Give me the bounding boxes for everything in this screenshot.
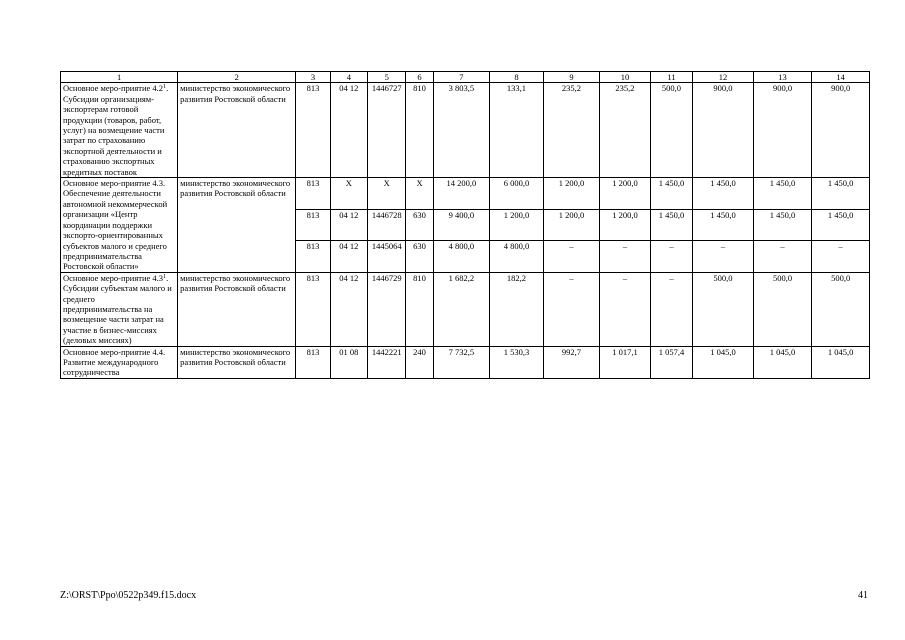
- value-cell: 992,7: [543, 346, 600, 378]
- value-cell: 1442221: [368, 346, 406, 378]
- value-cell: 04 12: [330, 241, 367, 273]
- value-cell: 04 12: [330, 272, 367, 346]
- table-row: [61, 272, 870, 346]
- superscript: 1: [163, 84, 167, 91]
- value-cell: 1 200,0: [600, 209, 650, 241]
- value-cell: 1 682,2: [433, 272, 490, 346]
- value-cell: 235,2: [543, 83, 600, 178]
- value-cell: 133,1: [490, 83, 544, 178]
- activity-name-cell: [61, 272, 178, 346]
- value-cell: 1 057,4: [650, 346, 692, 378]
- page-number: 41: [858, 590, 868, 601]
- column-header: 4: [330, 72, 367, 83]
- column-header: 10: [600, 72, 650, 83]
- value-cell: 1 045,0: [693, 346, 754, 378]
- table-row: [61, 83, 870, 178]
- value-cell: 1445064: [368, 241, 406, 273]
- activity-name-text: . Субсидии субъектам малого и среднего предпринимательства на возмещение части затрат на участие в бизнес-миссиях (деловых миссиях): [63, 272, 172, 346]
- value-cell: 813: [296, 83, 330, 178]
- value-cell: 1 450,0: [650, 209, 692, 241]
- value-cell: 1 450,0: [812, 178, 870, 210]
- table-row: [61, 178, 870, 210]
- value-cell: 240: [406, 346, 433, 378]
- value-cell: 1 450,0: [812, 209, 870, 241]
- column-header-row: [61, 72, 870, 83]
- budget-table: [60, 71, 870, 379]
- value-cell: 1 450,0: [753, 209, 812, 241]
- value-cell: 4 800,0: [433, 241, 490, 273]
- column-header: 12: [693, 72, 754, 83]
- value-cell: –: [543, 272, 600, 346]
- value-cell: 1446729: [368, 272, 406, 346]
- activity-name-cell: [61, 83, 178, 178]
- value-cell: –: [650, 241, 692, 273]
- value-cell: 235,2: [600, 83, 650, 178]
- value-cell: 9 400,0: [433, 209, 490, 241]
- column-header: 2: [178, 72, 296, 83]
- value-cell: 7 732,5: [433, 346, 490, 378]
- value-cell: 1 450,0: [693, 209, 754, 241]
- value-cell: 813: [296, 178, 330, 210]
- value-cell: 04 12: [330, 83, 367, 178]
- column-header: 5: [368, 72, 406, 83]
- column-header: 14: [812, 72, 870, 83]
- value-cell: 1446728: [368, 209, 406, 241]
- value-cell: 813: [296, 346, 330, 378]
- value-cell: 810: [406, 83, 433, 178]
- value-cell: 01 08: [330, 346, 367, 378]
- value-cell: Х: [330, 178, 367, 210]
- value-cell: 1446727: [368, 83, 406, 178]
- executor-cell: министерство экономического развития Ростовской области: [178, 83, 296, 178]
- value-cell: 1 450,0: [693, 178, 754, 210]
- value-cell: 6 000,0: [490, 178, 544, 210]
- value-cell: –: [543, 241, 600, 273]
- activity-name-text: . Субсидии организациям-экспортерам готовой продукции (товаров, работ, услуг) на возмещение части затрат по страхованию экспортной деятельности и страхованию экспортных кредитных поставок: [63, 83, 169, 177]
- table-row: [61, 346, 870, 378]
- value-cell: 500,0: [650, 83, 692, 178]
- value-cell: 900,0: [812, 83, 870, 178]
- activity-name-cell: Основное меро-приятие 4.4. Развитие международного сотрудничества: [61, 346, 178, 378]
- value-cell: Х: [368, 178, 406, 210]
- column-header: 8: [490, 72, 544, 83]
- column-header: 7: [433, 72, 490, 83]
- column-header: 1: [61, 72, 178, 83]
- value-cell: 1 017,1: [600, 346, 650, 378]
- value-cell: 813: [296, 241, 330, 273]
- value-cell: 630: [406, 209, 433, 241]
- value-cell: –: [650, 272, 692, 346]
- value-cell: 4 800,0: [490, 241, 544, 273]
- executor-cell: министерство экономического развития Ростовской области: [178, 346, 296, 378]
- column-header: 11: [650, 72, 692, 83]
- value-cell: 04 12: [330, 209, 367, 241]
- executor-cell: министерство экономического развития Ростовской области: [178, 178, 296, 273]
- value-cell: 182,2: [490, 272, 544, 346]
- value-cell: 813: [296, 272, 330, 346]
- value-cell: 1 200,0: [490, 209, 544, 241]
- value-cell: 1 045,0: [812, 346, 870, 378]
- value-cell: 630: [406, 241, 433, 273]
- value-cell: Х: [406, 178, 433, 210]
- value-cell: 810: [406, 272, 433, 346]
- value-cell: 1 200,0: [543, 209, 600, 241]
- column-header: 6: [406, 72, 433, 83]
- value-cell: –: [600, 272, 650, 346]
- value-cell: –: [812, 241, 870, 273]
- value-cell: 500,0: [812, 272, 870, 346]
- activity-name-text: Основное меро-приятие 4.2: [63, 83, 164, 94]
- activity-name-text: Основное меро-приятие 4.3: [63, 272, 164, 283]
- column-header: 13: [753, 72, 812, 83]
- value-cell: –: [693, 241, 754, 273]
- column-header: 3: [296, 72, 330, 83]
- value-cell: 500,0: [753, 272, 812, 346]
- value-cell: 1 200,0: [600, 178, 650, 210]
- value-cell: 900,0: [693, 83, 754, 178]
- value-cell: 813: [296, 209, 330, 241]
- value-cell: 1 450,0: [650, 178, 692, 210]
- superscript: 1: [163, 273, 167, 280]
- value-cell: –: [600, 241, 650, 273]
- column-header: 9: [543, 72, 600, 83]
- value-cell: 1 045,0: [753, 346, 812, 378]
- value-cell: 900,0: [753, 83, 812, 178]
- executor-cell: министерство экономического развития Ростовской области: [178, 272, 296, 346]
- activity-name-cell: Основное меро-приятие 4.3. Обеспечение деятельности автономной некоммерческой организации «Центр координации поддержки экспорто-ориентированных субъектов малого и среднего предпринимательства Ростовской области»: [61, 178, 178, 273]
- file-path: Z:\ORST\Ppo\0522p349.f15.docx: [60, 590, 197, 601]
- value-cell: 1 530,3: [490, 346, 544, 378]
- value-cell: –: [753, 241, 812, 273]
- table-body: [61, 83, 870, 378]
- value-cell: 500,0: [693, 272, 754, 346]
- value-cell: 14 200,0: [433, 178, 490, 210]
- value-cell: 1 200,0: [543, 178, 600, 210]
- value-cell: 3 803,5: [433, 83, 490, 178]
- value-cell: 1 450,0: [753, 178, 812, 210]
